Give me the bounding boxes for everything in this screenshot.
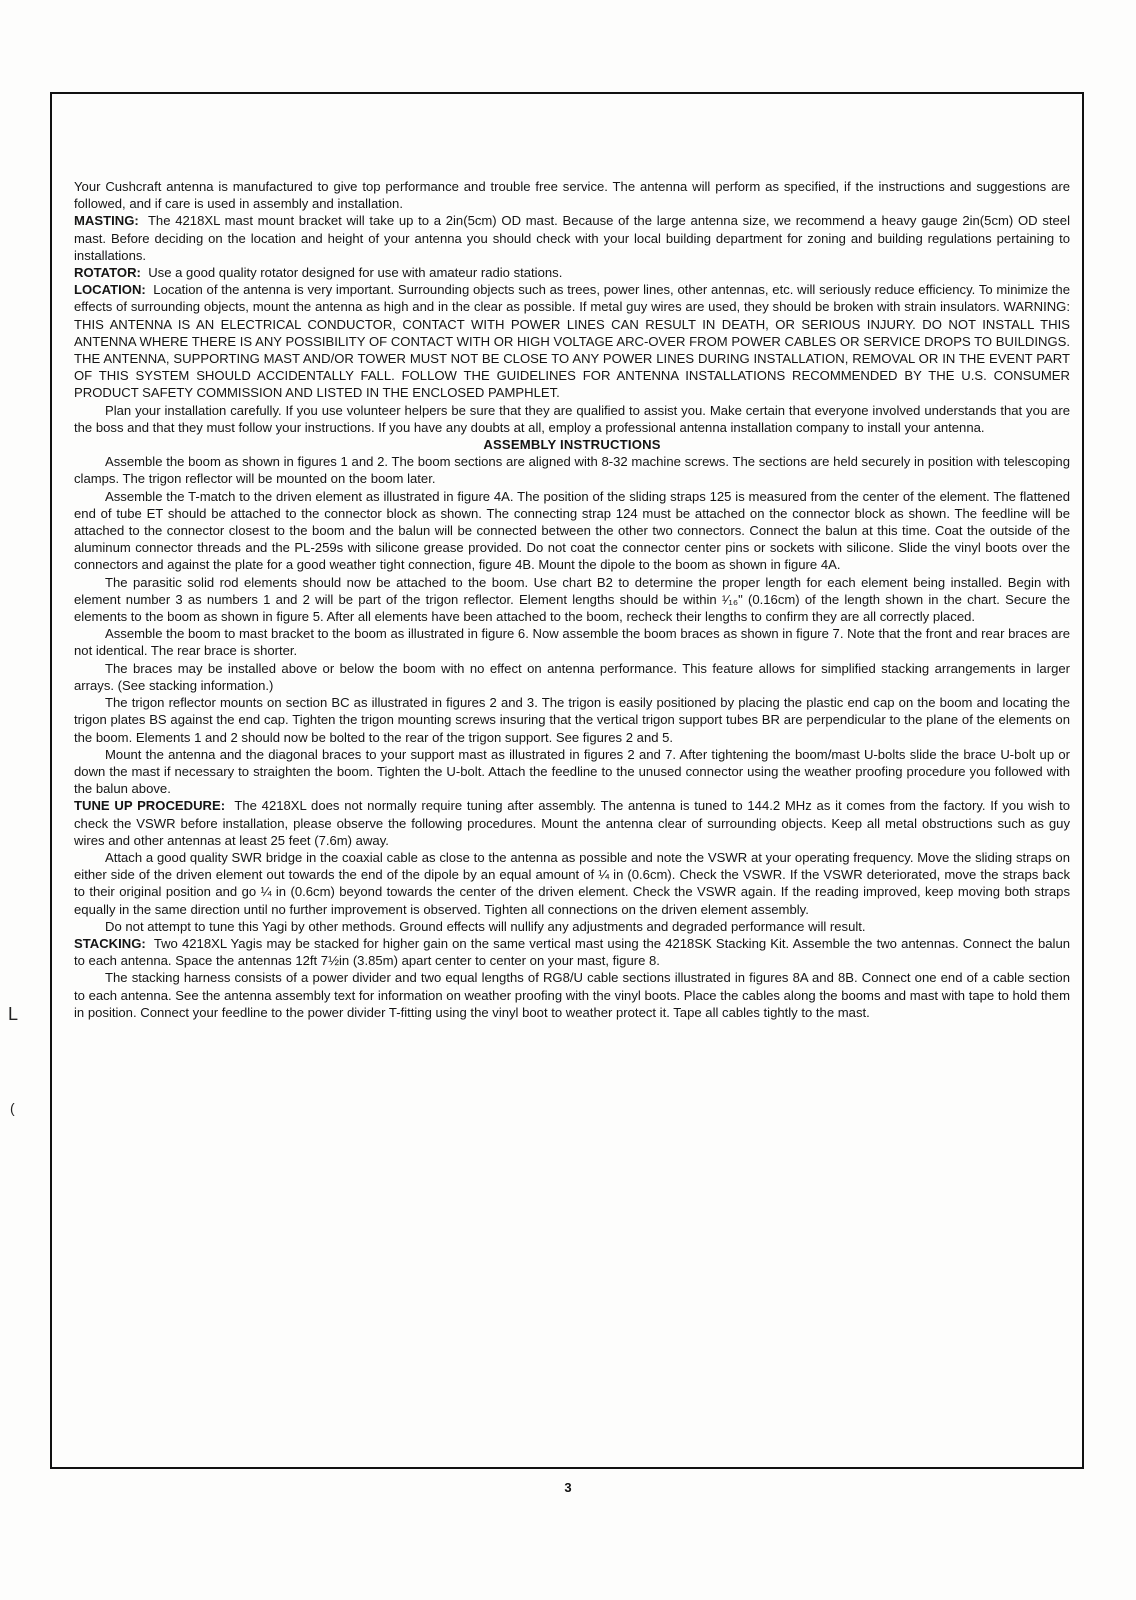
stacking-label: STACKING: (74, 935, 146, 951)
tuneup-paragraph (74, 797, 1070, 849)
stacking-paragraph (74, 935, 1070, 969)
masting-label: MASTING: (74, 213, 139, 229)
margin-mark: ( (10, 1100, 15, 1116)
document-body (74, 178, 1070, 1021)
location-text: Location of the antenna is very important. Surrounding objects such as trees, power lines, other antennas, etc. will seriously reduce efficiency. To minimize the effects of surrounding objects, mount the antenna as high and in the clear as possible. If metal guy wires are used, they should be broken with strain insulators. WARNING: THIS ANTENNA IS AN ELECTRICAL CONDUCTOR, CONTACT WITH POWER LINES CAN RESULT IN DEATH, OR SERIOUS INJURY. DO NOT INSTALL THIS ANTENNA WHERE THERE IS ANY POSSIBILITY OF CONTACT WITH OR HIGH VOLTAGE ARC-OVER FROM POWER CABLES OR SERVICE DROPS TO BUILDINGS. THE ANTENNA, SUPPORTING MAST AND/OR TOWER MUST NOT BE CLOSE TO ANY POWER LINES DURING INSTALLATION, REMOVAL OR IN THE EVENT PART OF THIS SYSTEM SHOULD ACCIDENTALLY FALL. FOLLOW THE GUIDELINES FOR ANTENNA INSTALLATIONS RECOMMENDED BY THE U.S. CONSUMER PRODUCT SAFETY COMMISSION AND LISTED IN THE ENCLOSED PAMPHLET. (74, 282, 1071, 401)
stacking-text: Two 4218XL Yagis may be stacked for higher gain on the same vertical mast using the 4218SK Stacking Kit. Assemble the two antennas. Connect the balun to each antenna. Space the antennas 12ft 7½in (3.85m) apart center to center on your mast, figure 8. (74, 935, 1071, 969)
rotator-label: ROTATOR: (74, 265, 141, 281)
location-paragraph (74, 281, 1070, 401)
rotator-paragraph (74, 264, 1070, 281)
tuneup-paragraph-3: Do not attempt to tune this Yagi by other methods. Ground effects will nullify any adjustments and degraded performance will result. (105, 918, 866, 934)
assembly-paragraph: Assemble the boom to mast bracket to the boom as illustrated in figure 6. Now assemble the boom braces as shown in figure 7. Note that the front and rear braces are not identical. The rear brace is shorter. (74, 626, 1070, 659)
tuneup-label: TUNE UP PROCEDURE: (74, 798, 226, 814)
location-paragraph-2: Plan your installation carefully. If you use volunteer helpers be sure that they are qualified to assist you. Make certain that everyone involved understands that you are the boss and that they must follow your instructions. If you have any doubts at all, employ a professional antenna installation company to install your antenna. (74, 402, 1070, 435)
assembly-paragraph: The braces may be installed above or below the boom with no effect on antenna performance. This feature allows for simplified stacking arrangements in larger arrays. (See stacking information.) (74, 660, 1070, 693)
masting-paragraph (74, 212, 1070, 264)
assembly-paragraph: Mount the antenna and the diagonal braces to your support mast as illustrated in figures 2 and 7. After tightening the boom/mast U-bolts slide the brace U-bolt up or down the mast if necessary to straighten the boom. Tighten the U-bolt. Attach the feedline to the unused connector using the weather proofing procedure you followed with the balun above. (74, 746, 1070, 797)
assembly-paragraph: Assemble the boom as shown in figures 1 and 2. The boom sections are aligned with 8-32 machine screws. The sections are held securely in position with telescoping clamps. The trigon reflector will be mounted on the boom later. (74, 454, 1070, 487)
assembly-heading: ASSEMBLY INSTRUCTIONS (483, 437, 661, 453)
assembly-paragraph: The trigon reflector mounts on section BC as illustrated in figures 2 and 3. The trigon is easily positioned by placing the plastic end cap on the boom and locating the trigon plates BS against the end cap. Tighten the trigon mounting screws insuring that the vertical trigon support tubes BR are perpendicular to the plane of the elements on the boom. Elements 1 and 2 should now be bolted to the rear of the trigon support. See figures 2 and 5. (74, 695, 1070, 745)
assembly-paragraph: Assemble the T-match to the driven element as illustrated in figure 4A. The position of the sliding straps 125 is measured from the center of the element. The flattened end of tube ET should be attached to the connector block as shown. The connecting strap 124 must be attached on the connector block as shown. The feedline will be attached to the connector closest to the boom and the balun will be connected between the other two connectors. Connect the balun at this time. Coat the outside of the aluminum connector threads and the PL-259s with silicone grease provided. Do not coat the connector center pins or sockets with silicone. Slide the vinyl boots over the connectors and against the plate for a good weather tight connection, figure 4B. Mount the dipole to the boom as shown in figure 4A. (74, 488, 1070, 573)
stacking-paragraph-2: The stacking harness consists of a power divider and two equal lengths of RG8/U cable sections illustrated in figures 8A and 8B. Connect one end of a cable section to each antenna. See the antenna assembly text for information on weather proofing with the vinyl boots. Place the cables along the booms and mast with tape to hold them in position. Connect your feedline to the power divider T-fitting using the vinyl boot to weather protect it. Tape all cables tightly to the mast. (74, 970, 1070, 1020)
assembly-paragraph: The parasitic solid rod elements should now be attached to the boom. Use chart B2 to determine the proper length for each element being installed. Begin with element number 3 as numbers 1 and 2 will be part of the trigon reflector. Element lengths should be within ¹⁄₁₆" (0.16cm) of the length shown in the chart. Secure the elements to the boom as shown in figure 5. After all elements have been attached to the boom, recheck their lengths to confirm they are all correctly placed. (74, 574, 1070, 625)
location-label: LOCATION: (74, 282, 146, 298)
intro-paragraph: Your Cushcraft antenna is manufactured to give top performance and trouble free service. The antenna will perform as specified, if the instructions and suggestions are followed, and if care is used in assembly and installation. (74, 179, 1070, 212)
masting-text: The 4218XL mast mount bracket will take up to a 2in(5cm) OD mast. Because of the large antenna size, we recommend a heavy gauge 2in(5cm) OD steel mast. Before deciding on the location and height of your antenna you should check with your local building department for zoning and building regulations pertaining to installations. (74, 213, 1070, 263)
tuneup-paragraph-2: Attach a good quality SWR bridge in the coaxial cable as close to the antenna as possible and note the VSWR at your operating frequency. Move the sliding straps on either side of the driven element out towards the end of the dipole by an equal amount of ¼ in (0.6cm). Check the VSWR. If the VSWR deteriorated, move the straps back to their original position and go ¼ in (0.6cm) beyond towards the center of the driven element. Check the VSWR again. If the reading improved, keep moving both straps equally in the same direction until no further improvement is observed. Tighten all connections on the driven element assembly. (74, 849, 1070, 917)
margin-mark: L (8, 1004, 19, 1024)
rotator-text: Use a good quality rotator designed for use with amateur radio stations. (148, 265, 563, 281)
page-number: 3 (564, 1480, 572, 1495)
tuneup-text: The 4218XL does not normally require tuning after assembly. The antenna is tuned to 144.2 MHz as it comes from the factory. If you wish to check the VSWR before installation, please observe the following procedures. Mount the antenna clear of surrounding objects. Keep all metal obstructions such as guy wires and other antennas at least 25 feet (7.6m) away. (74, 798, 1070, 848)
